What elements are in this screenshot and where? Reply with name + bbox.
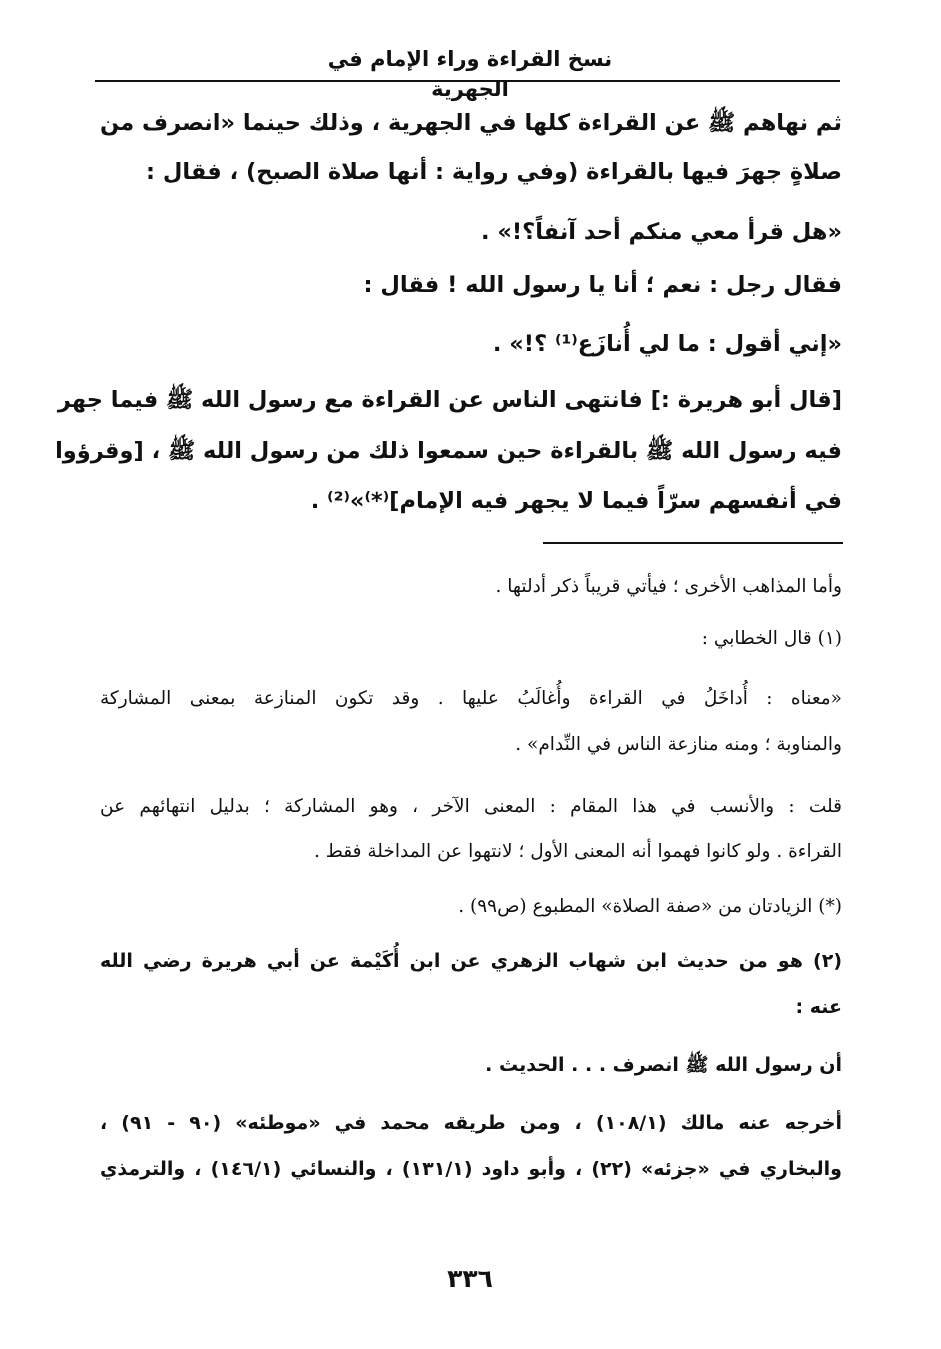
footnote-line-4: والمناوبة ؛ ومنه منازعة الناس في النِّدام» . <box>515 734 842 755</box>
footnote-line-7: (*) الزيادتان من «صفة الصلاة» المطبوع (ص٩٩) . <box>458 896 842 917</box>
main-text-line-8: في أنفسهم سرّاً فيما لا يجهر فيه الإمام]⁽*⁾»⁽²⁾ . <box>310 488 842 514</box>
footnote-line-3: «معناه : أُداخَلُ في القراءة وأُغالَبُ عليها . وقد تكون المنازعة بمعنى المشاركة <box>100 688 842 709</box>
footnote-line-9: عنه : <box>795 996 842 1018</box>
main-text-line-1: ثم نهاهم ﷺ عن القراءة كلها في الجهرية ، وذلك حينما «انصرف من <box>100 110 842 136</box>
main-text-line-7: فيه رسول الله ﷺ بالقراءة حين سمعوا ذلك من رسول الله ﷺ ، [وقرؤوا <box>55 438 842 464</box>
page-number: ٣٣٦ <box>447 1264 493 1293</box>
main-text-line-4: فقال رجل : نعم ؛ أنا يا رسول الله ! فقال : <box>363 272 842 298</box>
main-text-line-5: «إني أقول : ما لي أُنازَع⁽¹⁾ ؟!» . <box>492 331 842 357</box>
main-text-line-2: صلاةٍ جهرَ فيها بالقراءة (وفي رواية : أنها صلاة الصبح) ، فقال : <box>146 159 842 185</box>
footnote-line-2: (١) قال الخطابي : <box>701 628 842 649</box>
footnote-line-11: أخرجه عنه مالك (١٠٨/١) ، ومن طريقه محمد في «موطئه» (٩٠ - ٩١) ، <box>100 1112 842 1134</box>
running-header: نسخ القراءة وراء الإمام في الجهرية <box>327 47 613 101</box>
footnote-line-5: قلت : والأنسب في هذا المقام : المعنى الآخر ، وهو المشاركة ؛ بدليل انتهائهم عن <box>100 796 842 817</box>
header-rule <box>95 80 840 82</box>
footnote-line-1: وأما المذاهب الأخرى ؛ فيأتي قريباً ذكر أدلتها . <box>495 576 842 597</box>
main-text-line-6: [قال أبو هريرة :] فانتهى الناس عن القراءة مع رسول الله ﷺ فيما جهر <box>57 387 842 413</box>
footnote-line-10: أن رسول الله ﷺ انصرف . . . الحديث . <box>485 1054 842 1076</box>
footnote-separator <box>543 542 843 544</box>
footnote-line-8: (٢) هو من حديث ابن شهاب الزهري عن ابن أُكَيْمة عن أبي هريرة رضي الله <box>100 950 842 972</box>
main-text-line-3: «هل قرأ معي منكم أحد آنفاً؟!» . <box>480 219 842 245</box>
footnote-line-6: القراءة . ولو كانوا فهموا أنه المعنى الأول ؛ لانتهوا عن المداخلة فقط . <box>313 841 842 862</box>
footnote-line-12: والبخاري في «جزئه» (٢٢) ، وأبو داود (١٣١/١) ، والنسائي (١٤٦/١) ، والترمذي <box>100 1158 842 1180</box>
